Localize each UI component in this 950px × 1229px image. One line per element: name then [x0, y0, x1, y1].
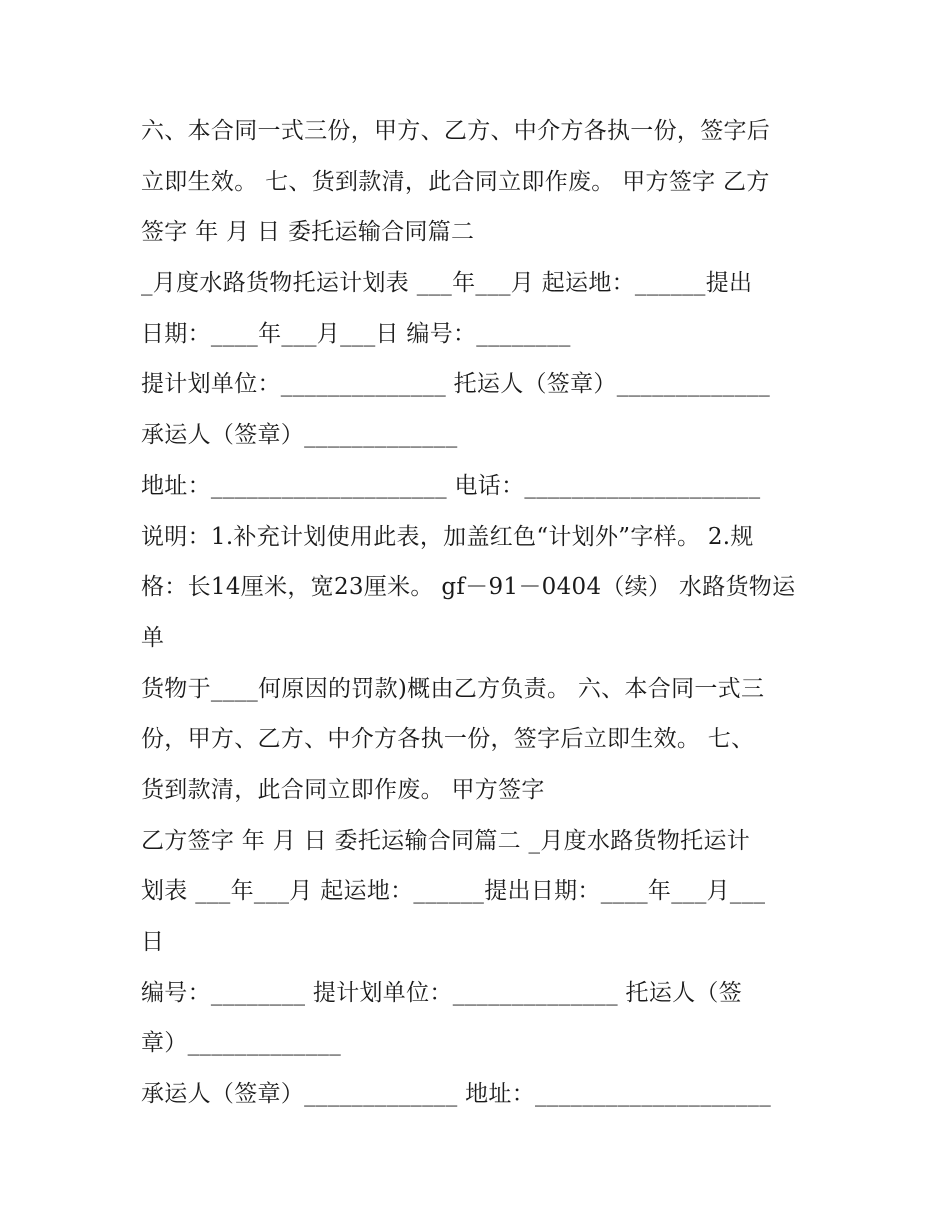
text-line: 货物于____何原因的罚款)概由乙方负责。 六、本合同一式三 — [141, 675, 765, 702]
text-line: 承运人（签章）_____________ 地址：____________________ — [141, 1081, 772, 1108]
text-line: 提计划单位：______________ 托运人（签章）_____________ — [141, 371, 771, 398]
text-line: 六、本合同一式三份，甲方、乙方、中介方各执一份，签字后 — [141, 118, 771, 144]
text-line: 日期：____年___月___日 编号：________ — [141, 320, 571, 347]
document-body — [141, 106, 821, 1120]
text-line: 章）_____________ — [141, 1030, 341, 1057]
text-line: 日 — [141, 929, 165, 955]
text-line: 立即生效。 七、货到款清，此合同立即作废。 甲方签字 乙方 — [141, 168, 770, 195]
text-line: 承运人（签章）_____________ — [141, 422, 458, 449]
text-line: 乙方签字 年 月 日 委托运输合同篇二 _月度水路货物托运计 — [141, 827, 751, 854]
text-line: 货到款清，此合同立即作废。 甲方签字 — [141, 776, 545, 803]
text-line: 份，甲方、乙方、中介方各执一份，签字后立即生效。 七、 — [141, 726, 755, 753]
text-line: 单 — [141, 624, 165, 651]
text-line: 划表 ___年___月 起运地：______提出日期：____年___月___ — [141, 878, 766, 905]
text-line: 格：长14厘米，宽23厘米。 gf－91－0404（续） 水路货物运 — [141, 574, 796, 601]
text-line: 说明：1.补充计划使用此表，加盖红色“计划外”字样。 2.规 — [141, 523, 754, 550]
text-line: 签字 年 月 日 委托运输合同篇二 — [141, 219, 475, 246]
text-line: 编号：________ 提计划单位：______________ 托运人（签 — [141, 979, 743, 1006]
text-line: 地址：____________________ 电话：____________________ — [141, 472, 761, 499]
text-line: _月度水路货物托运计划表 ___年___月 起运地：______提出 — [141, 270, 753, 297]
